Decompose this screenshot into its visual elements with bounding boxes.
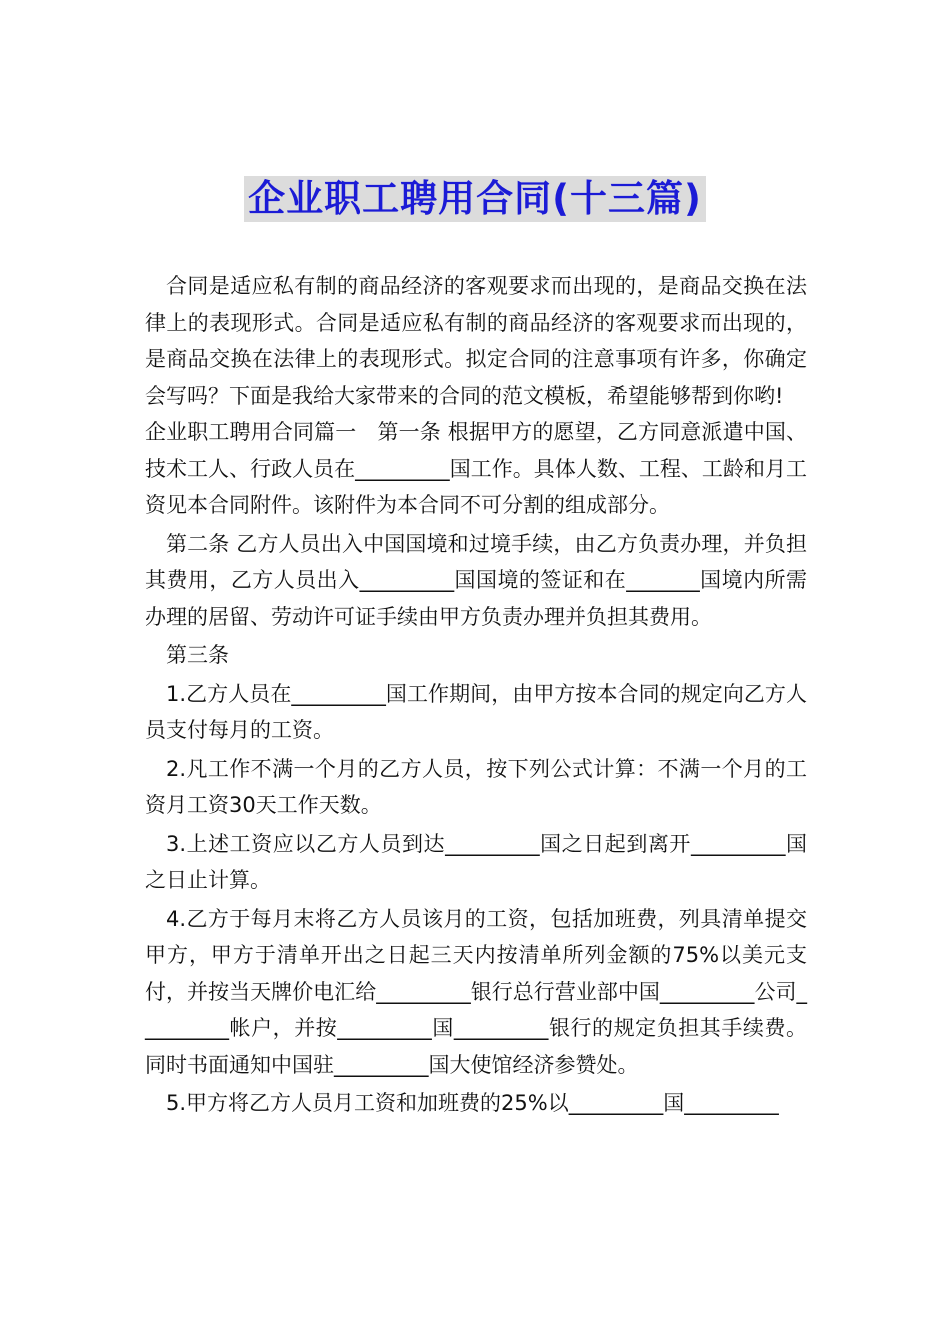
- clause-3-paragraph: 3.上述工资应以乙方人员到达_________国之日起到离开_________国之日止计算。: [145, 831, 807, 892]
- document-body: [145, 268, 807, 1122]
- clause-1-paragraph: 1.乙方人员在_________国工作期间，由甲方按本合同的规定向乙方人员支付每月的工资。: [145, 681, 807, 742]
- clause-4-paragraph: 4.乙方于每月末将乙方人员该月的工资，包括加班费，列具清单提交甲方，甲方于清单开出之日起三天内按清单所列金额的75%以美元支付，并按当天牌价电汇给_________银行总行营业部中国_________公司_________帐户，并按_________国_________银行的规定负担其手续费。同时书面通知中国驻_________国大使馆经济参赞处。: [145, 906, 807, 1077]
- article-2-paragraph: 第二条 乙方人员出入中国国境和过境手续，由乙方负责办理，并负担其费用，乙方人员出入_________国国境的签证和在_______国境内所需办理的居留、劳动许可证手续由甲方负责办理并负担其费用。: [145, 531, 807, 629]
- article-1-paragraph: 企业职工聘用合同篇一 第一条 根据甲方的愿望，乙方同意派遣中国、技术工人、行政人员在_________国工作。具体人数、工程、工龄和月工资见本合同附件。该附件为本合同不可分割的组成部分。: [145, 420, 807, 517]
- clause-5-paragraph: 5.甲方将乙方人员月工资和加班费的25%以_________国_________: [166, 1091, 779, 1115]
- title-container: [0, 176, 950, 222]
- article-3-heading: 第三条: [166, 643, 229, 667]
- clause-2-paragraph: 2.凡工作不满一个月的乙方人员，按下列公式计算：不满一个月的工资月工资30天工作天数。: [145, 756, 807, 817]
- intro-paragraph: 合同是适应私有制的商品经济的客观要求而出现的，是商品交换在法律上的表现形式。合同是适应私有制的商品经济的客观要求而出现的，是商品交换在法律上的表现形式。拟定合同的注意事项有许多，你确定会写吗？下面是我给大家带来的合同的范文模板，希望能够帮到你哟!: [145, 274, 807, 408]
- document-title: 企业职工聘用合同(十三篇): [244, 176, 706, 222]
